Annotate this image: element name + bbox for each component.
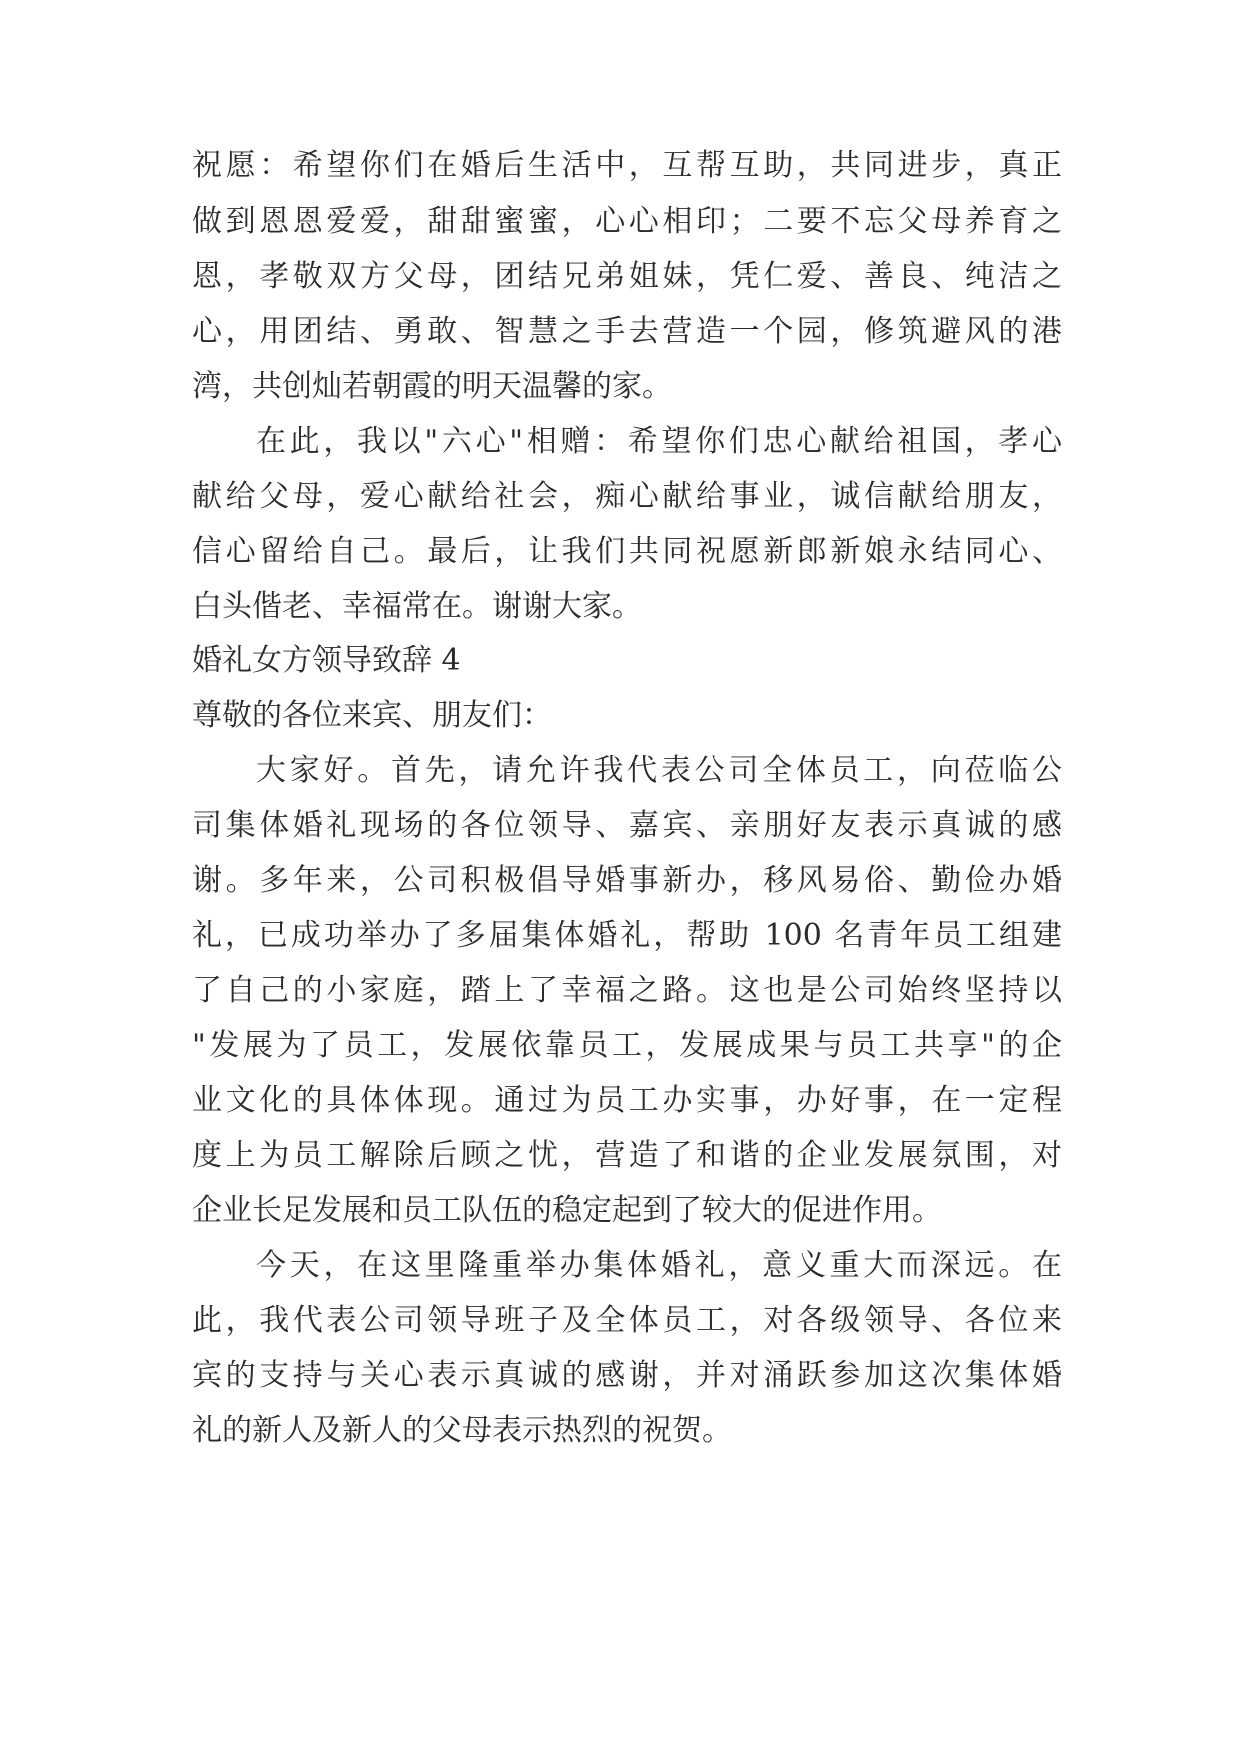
paragraph-4-line-4: 礼的新人及新人的父母表示热烈的祝贺。 [192, 1413, 732, 1448]
paragraph-4-line-2: 此，我代表公司领导班子及全体员工，对各级领导、各位来 [192, 1303, 1062, 1338]
paragraph-1-line-3: 恩，孝敬双方父母，团结兄弟姐妹，凭仁爱、善良、纯洁之 [192, 259, 1062, 294]
paragraph-2-line-2: 献给父母，爱心献给社会，痴心献给事业，诚信献给朋友， [192, 479, 1062, 514]
salutation: 尊敬的各位来宾、朋友们： [192, 698, 552, 733]
paragraph-1-line-1: 祝愿：希望你们在婚后生活中，互帮互助，共同进步，真正 [192, 148, 1062, 183]
paragraph-3-line-4: 礼，已成功举办了多届集体婚礼，帮助 100 名青年员工组建 [192, 918, 1062, 953]
paragraph-4-line-3: 宾的支持与关心表示真诚的感谢，并对涌跃参加这次集体婚 [192, 1358, 1062, 1393]
paragraph-3-line-1: 大家好。首先，请允许我代表公司全体员工，向莅临公 [256, 753, 1062, 788]
paragraph-3-line-9: 企业长足发展和员工队伍的稳定起到了较大的促进作用。 [192, 1193, 942, 1228]
paragraph-3-line-5: 了自己的小家庭，踏上了幸福之路。这也是公司始终坚持以 [192, 973, 1062, 1008]
paragraph-3-line-6: "发展为了员工，发展依靠员工，发展成果与员工共享"的企 [192, 1028, 1062, 1063]
paragraph-1-line-2: 做到恩恩爱爱，甜甜蜜蜜，心心相印；二要不忘父母养育之 [192, 204, 1062, 239]
paragraph-2-line-3: 信心留给自己。最后，让我们共同祝愿新郎新娘永结同心、 [192, 534, 1062, 569]
paragraph-3-line-3: 谢。多年来，公司积极倡导婚事新办，移风易俗、勤俭办婚 [192, 863, 1062, 898]
paragraph-3-line-7: 业文化的具体体现。通过为员工办实事，办好事，在一定程 [192, 1083, 1062, 1118]
paragraph-2-line-1: 在此，我以"六心"相赠：希望你们忠心献给祖国，孝心 [256, 424, 1062, 459]
paragraph-1-line-4: 心，用团结、勇敢、智慧之手去营造一个园，修筑避风的港 [192, 314, 1062, 349]
paragraph-3-line-8: 度上为员工解除后顾之忧，营造了和谐的企业发展氛围，对 [192, 1138, 1062, 1173]
paragraph-1-line-5: 湾，共创灿若朝霞的明天温馨的家。 [192, 369, 672, 404]
section-heading: 婚礼女方领导致辞 4 [192, 643, 461, 678]
paragraph-3-line-2: 司集体婚礼现场的各位领导、嘉宾、亲朋好友表示真诚的感 [192, 808, 1062, 843]
paragraph-4-line-1: 今天，在这里隆重举办集体婚礼，意义重大而深远。在 [256, 1248, 1062, 1283]
paragraph-2-line-4: 白头偕老、幸福常在。谢谢大家。 [192, 589, 642, 624]
